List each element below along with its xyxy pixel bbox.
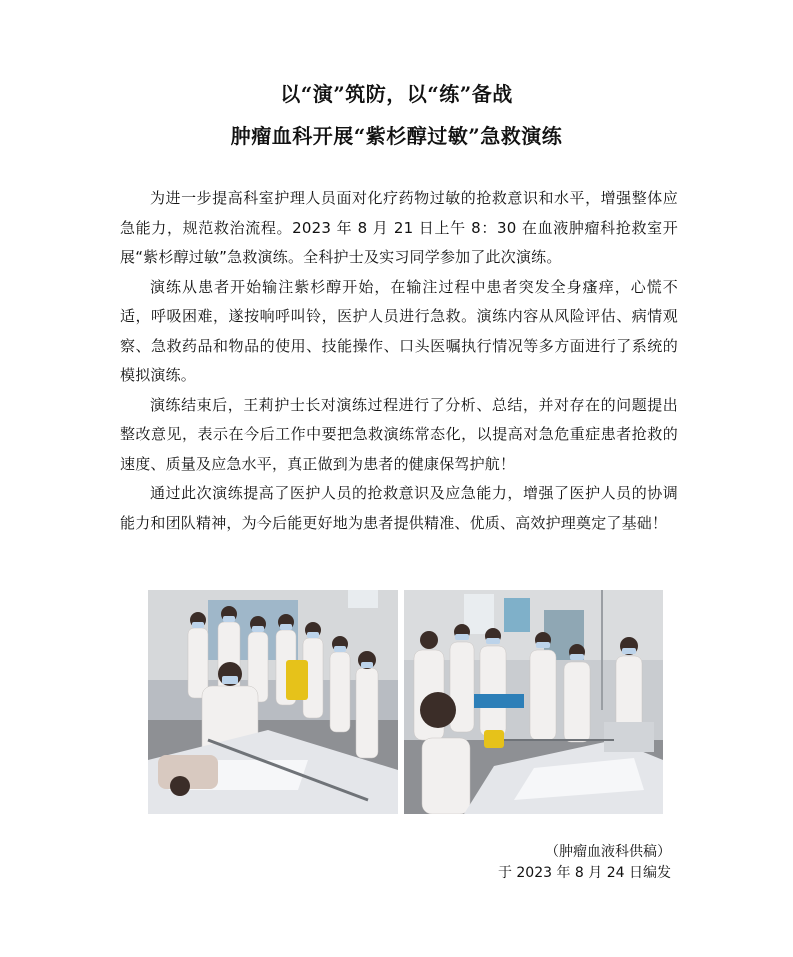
drill-photo-left [148,590,398,814]
paragraph: 演练从患者开始输注紫杉醇开始，在输注过程中患者突发全身瘙痒，心慌不适，呼吸困难，遂按响呼叫铃，医护人员进行急救。演练内容从风险评估、病情观察、急救药品和物品的使用、技能操作、口头医嘱执行情况等多方面进行了系统的模拟演练。 [120,277,678,384]
drill-photo-right-illustration [404,590,663,814]
drill-photo-right [404,590,663,814]
paragraph: 通过此次演练提高了医护人员的抢救意识及应急能力，增强了医护人员的协调能力和团队精神，为今后能更好地为患者提供精准、优质、高效护理奠定了基础！ [120,484,678,532]
article-title: 以“演”筑防，以“练”备战 [280,82,513,106]
paragraph: 为进一步提高科室护理人员面对化疗药物过敏的抢救意识和水平，增强整体应急能力，规范救治流程。2023 年 8 月 21 日上午 8：30 在血液肿瘤科抢救室开展“紫杉醇过敏”急救演练。全科护士及实习同学参加了此次演练。 [120,189,678,266]
source-credit: （肿瘤血液科供稿） [545,844,671,860]
paragraph: 演练结束后，王莉护士长对演练过程进行了分析、总结，并对存在的问题提出整改意见，表示在今后工作中要把急救演练常态化，以提高对急危重症患者抢救的速度、质量及应急水平，真正做到为患者的健康保驾护航！ [120,395,678,473]
article-body [120,184,678,538]
publish-date: 于 2023 年 8 月 24 日编发 [497,865,671,881]
article-subtitle: 肿瘤血科开展“紫杉醇过敏”急救演练 [230,124,563,148]
drill-photo-left-illustration [148,590,398,814]
